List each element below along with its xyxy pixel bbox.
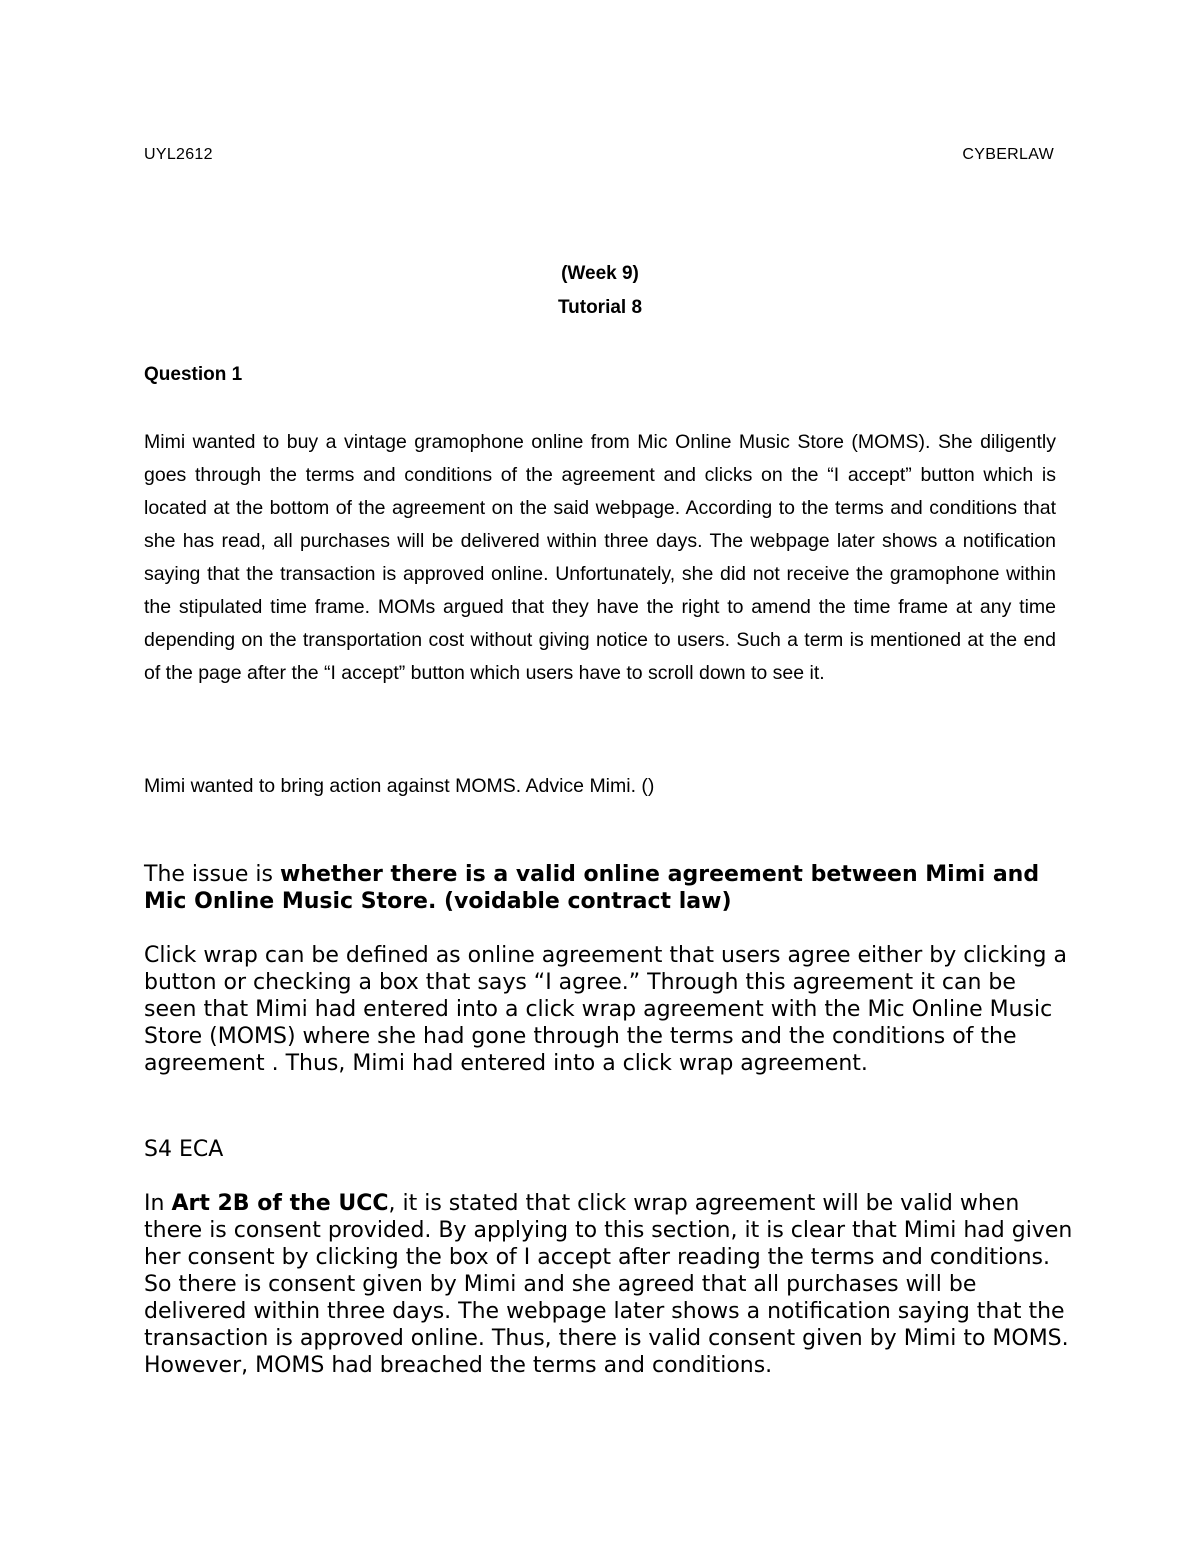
issue-prefix: The issue is (144, 862, 280, 887)
clickwrap-paragraph: Click wrap can be defined as online agreement that users agree either by clicking a button or checking a box that says “I agree.” Through this agreement it can be seen that Mimi had entered into a click wrap agreement with the Mic Online Music Store (MOMS) where she had gone through the terms and the conditions of the agreement . Thus, Mimi had entered into a click wrap agreement. (144, 943, 1067, 1076)
week-title: (Week 9) (561, 263, 639, 284)
course-code: UYL2612 (144, 146, 213, 163)
course-name: CYBERLAW (962, 146, 1054, 163)
art-text: , it is stated that click wrap agreement will be valid when there is consent provided. By applying to this section, it is clear that Mimi had given her consent by clicking the box of I accept after reading the terms and conditions. So there is consent given by Mimi and she agreed that all purchases will be delivered within three days. The webpage later shows a notification saying that the transaction is approved online. Thus, there is valid consent given by Mimi to MOMS. However, MOMS had breached the terms and conditions. (144, 1191, 1073, 1378)
question-heading: Question 1 (144, 364, 243, 385)
art-prefix: In (144, 1191, 172, 1216)
art-2b-paragraph (144, 1190, 1074, 1379)
question-body: Mimi wanted to buy a vintage gramophone online from Mic Online Music Store (MOMS). She diligently goes through the terms and conditions of the agreement and clicks on the “I accept” button which is located at the bottom of the agreement on the said webpage. According to the terms and conditions that she has read, all purchases will be delivered within three days. The webpage later shows a notification saying that the transaction is approved online. Unfortunately, she did not receive the gramophone within the stipulated time frame. MOMs argued that they have the right to amend the time frame at any time depending on the transportation cost without giving notice to users. Such a term is mentioned at the end of the page after the “I accept” button which users have to scroll down to see it. (144, 431, 1056, 684)
question-task: Mimi wanted to bring action against MOMS. Advice Mimi. () (144, 775, 655, 797)
tutorial-title: Tutorial 8 (557, 297, 643, 318)
issue-statement: whether there is a valid online agreement between Mimi and Mic Online Music Store. (voidable contract law) (144, 862, 1040, 914)
issue-paragraph (144, 861, 1074, 915)
art-reference: Art 2B of the UCC (171, 1191, 389, 1216)
s4-eca-heading: S4 ECA (144, 1137, 224, 1162)
